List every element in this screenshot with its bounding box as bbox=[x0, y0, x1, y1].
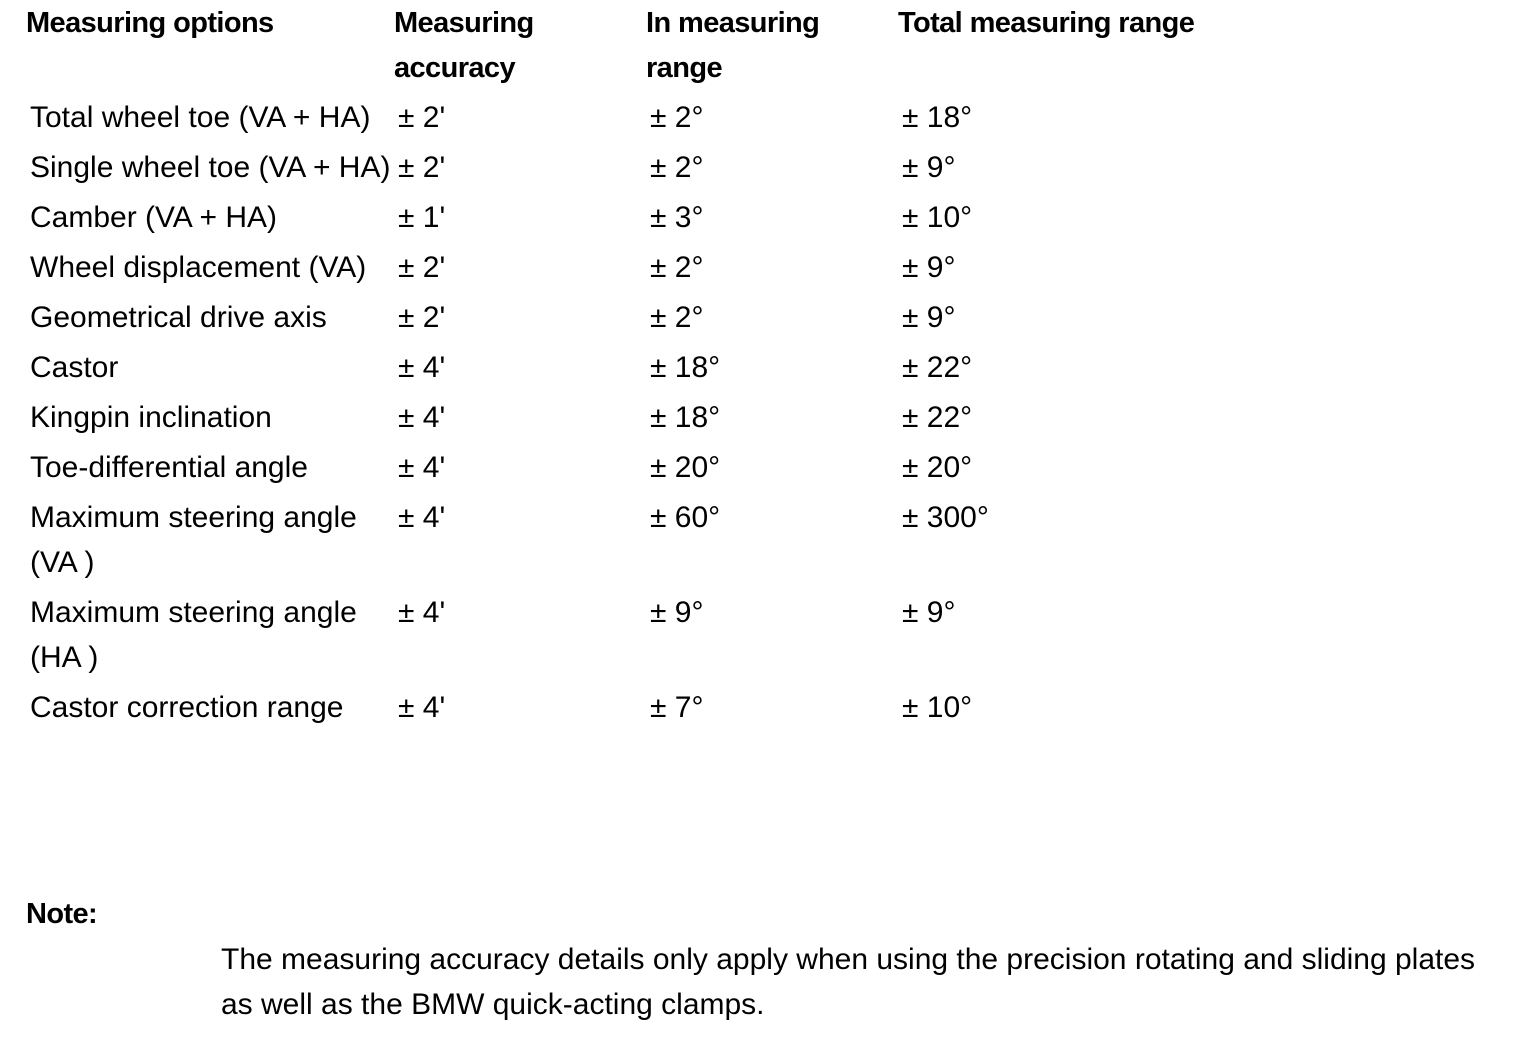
cell-option: Maximum steering angle (VA ) bbox=[30, 501, 357, 579]
cell-option: Maximum steering angle (HA ) bbox=[30, 596, 357, 674]
cell-in-range: ± 18° bbox=[650, 351, 721, 384]
cell-in-range: ± 18° bbox=[650, 401, 721, 434]
header-total-measuring-range: Total measuring range bbox=[898, 7, 1195, 39]
table-row bbox=[22, 493, 1198, 588]
cell-total-range: ± 9° bbox=[902, 251, 956, 284]
cell-option: Geometrical drive axis bbox=[30, 301, 327, 334]
cell-option: Camber (VA + HA) bbox=[30, 201, 278, 234]
cell-option: Kingpin inclination bbox=[30, 401, 272, 434]
cell-accuracy: ± 4' bbox=[398, 351, 446, 384]
cell-accuracy: ± 4' bbox=[398, 501, 446, 534]
header-in-measuring-range: In measuring range bbox=[646, 7, 820, 84]
cell-in-range: ± 2° bbox=[650, 151, 704, 184]
cell-accuracy: ± 2' bbox=[398, 251, 446, 284]
cell-total-range: ± 20° bbox=[902, 451, 973, 484]
cell-in-range: ± 7° bbox=[650, 691, 704, 724]
note-text: The measuring accuracy details only apply when using the precision rotating and sliding plates as well as the BMW quick-acting clamps. bbox=[221, 943, 1476, 1021]
table-row bbox=[22, 588, 1198, 683]
cell-in-range: ± 60° bbox=[650, 501, 721, 534]
cell-accuracy: ± 2' bbox=[398, 301, 446, 334]
table-row bbox=[22, 343, 1198, 393]
cell-total-range: ± 9° bbox=[902, 596, 956, 629]
cell-in-range: ± 9° bbox=[650, 596, 704, 629]
cell-accuracy: ± 4' bbox=[398, 451, 446, 484]
cell-option: Total wheel toe (VA + HA) bbox=[30, 101, 371, 134]
cell-option: Single wheel toe (VA + HA) bbox=[30, 151, 391, 184]
cell-total-range: ± 9° bbox=[902, 151, 956, 184]
table-row bbox=[22, 93, 1198, 143]
cell-total-range: ± 22° bbox=[902, 351, 973, 384]
table-row bbox=[22, 293, 1198, 343]
cell-in-range: ± 2° bbox=[650, 101, 704, 134]
cell-accuracy: ± 2' bbox=[398, 101, 446, 134]
table-row bbox=[22, 393, 1198, 443]
table-row bbox=[22, 443, 1198, 493]
cell-accuracy: ± 4' bbox=[398, 401, 446, 434]
table-row bbox=[22, 193, 1198, 243]
table-row bbox=[22, 683, 1198, 733]
cell-accuracy: ± 4' bbox=[398, 596, 446, 629]
cell-total-range: ± 300° bbox=[902, 501, 989, 534]
header-measuring-options: Measuring options bbox=[26, 7, 274, 39]
measuring-options-table bbox=[22, 0, 1198, 733]
cell-accuracy: ± 2' bbox=[398, 151, 446, 184]
note-heading: Note: bbox=[26, 898, 98, 930]
cell-total-range: ± 22° bbox=[902, 401, 973, 434]
table-row bbox=[22, 143, 1198, 193]
cell-in-range: ± 3° bbox=[650, 201, 704, 234]
table-row bbox=[22, 243, 1198, 293]
cell-total-range: ± 10° bbox=[902, 691, 973, 724]
cell-option: Castor bbox=[30, 351, 119, 384]
cell-option: Toe-differential angle bbox=[30, 451, 308, 484]
cell-total-range: ± 18° bbox=[902, 101, 973, 134]
cell-in-range: ± 20° bbox=[650, 451, 721, 484]
cell-accuracy: ± 1' bbox=[398, 201, 446, 234]
cell-total-range: ± 10° bbox=[902, 201, 973, 234]
cell-total-range: ± 9° bbox=[902, 301, 956, 334]
cell-in-range: ± 2° bbox=[650, 251, 704, 284]
cell-accuracy: ± 4' bbox=[398, 691, 446, 724]
table-header-row bbox=[22, 0, 1198, 93]
cell-in-range: ± 2° bbox=[650, 301, 704, 334]
header-measuring-accuracy: Measuring accuracy bbox=[394, 7, 534, 84]
cell-option: Wheel displacement (VA) bbox=[30, 251, 367, 284]
cell-option: Castor correction range bbox=[30, 691, 344, 724]
